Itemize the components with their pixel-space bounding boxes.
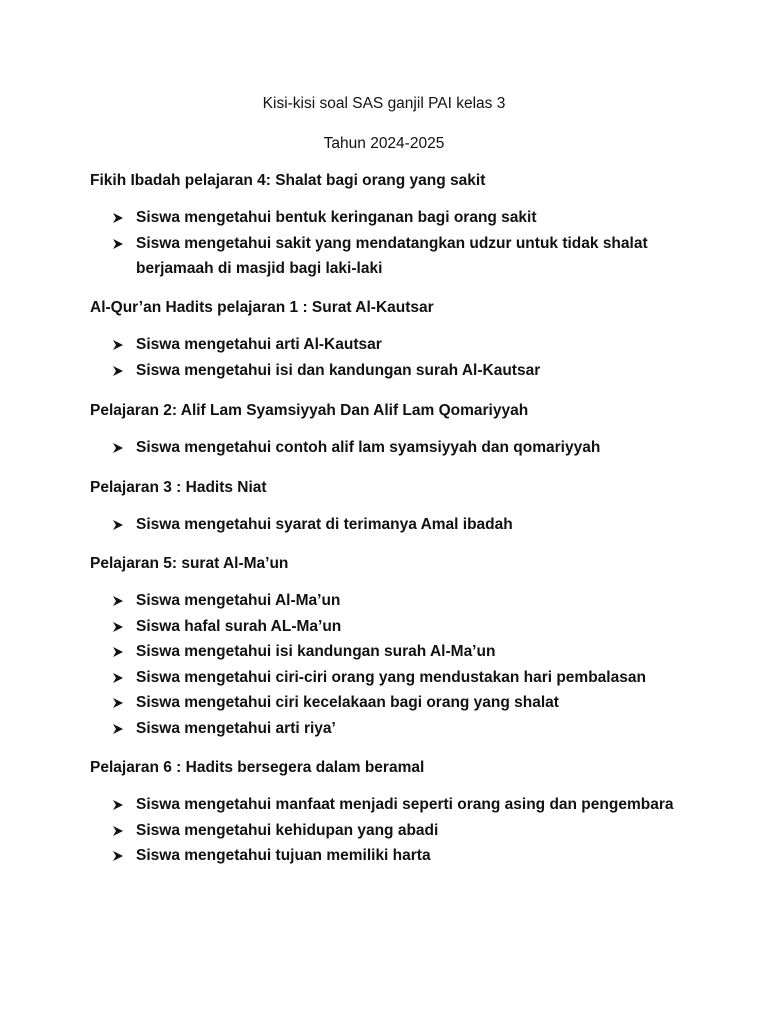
- arrowhead-bullet-icon: [112, 212, 124, 224]
- list-item-text: Siswa mengetahui sakit yang mendatangkan udzur untuk tidak shalat berjamaah di masjid bagi laki-laki: [136, 234, 648, 277]
- list-item: [112, 435, 712, 461]
- arrowhead-bullet-icon: [112, 850, 124, 862]
- bullet-list: [112, 512, 712, 538]
- list-item: [112, 332, 712, 358]
- document-title: Kisi-kisi soal SAS ganjil PAI kelas 3: [262, 95, 506, 112]
- list-item-text: Siswa mengetahui manfaat menjadi seperti orang asing dan pengembara: [136, 796, 674, 813]
- list-item-text: Siswa mengetahui ciri-ciri orang yang mendustakan hari pembalasan: [136, 668, 646, 686]
- section-heading: Pelajaran 2: Alif Lam Syamsiyyah Dan Alif Lam Qomariyyah: [90, 402, 529, 419]
- list-item: [112, 716, 712, 742]
- arrowhead-bullet-icon: [112, 646, 124, 658]
- section-fikih-ibadah: [90, 171, 730, 277]
- section-pelajaran-6: [90, 758, 730, 864]
- list-item: [112, 231, 712, 282]
- arrowhead-bullet-icon: [112, 723, 124, 735]
- list-item: [112, 512, 712, 538]
- document-subtitle: Tahun 2024-2025: [323, 135, 445, 152]
- list-item-text: Siswa mengetahui kehidupan yang abadi: [136, 821, 439, 839]
- bullet-list: [112, 435, 712, 461]
- arrowhead-bullet-icon: [112, 365, 124, 377]
- arrowhead-bullet-icon: [112, 519, 124, 531]
- section-heading: Pelajaran 5: surat Al-Ma’un: [90, 555, 289, 572]
- list-item: [112, 818, 712, 844]
- section-al-quran-hadits: [90, 298, 730, 379]
- arrowhead-bullet-icon: [112, 697, 124, 709]
- arrowhead-bullet-icon: [112, 799, 124, 811]
- list-item-text: Siswa mengetahui contoh alif lam syamsiyyah dan qomariyyah: [136, 439, 601, 456]
- list-item: [112, 614, 712, 640]
- bullet-list: [112, 205, 712, 282]
- arrowhead-bullet-icon: [112, 238, 124, 250]
- list-item-text: Siswa mengetahui arti Al-Kautsar: [136, 336, 382, 353]
- list-item: [112, 843, 712, 869]
- section-heading: Pelajaran 3 : Hadits Niat: [90, 479, 267, 496]
- section-heading: Pelajaran 6 : Hadits bersegera dalam beramal: [90, 759, 425, 776]
- list-item: [112, 792, 712, 818]
- list-item-text: Siswa mengetahui Al-Ma’un: [136, 592, 341, 609]
- section-pelajaran-5: [90, 554, 730, 737]
- list-item: [112, 690, 712, 716]
- list-item: [112, 205, 712, 231]
- bullet-list: [112, 792, 712, 869]
- list-item-text: Siswa mengetahui ciri kecelakaan bagi orang yang shalat: [136, 694, 559, 711]
- section-pelajaran-3: [90, 478, 730, 533]
- list-item: [112, 639, 712, 665]
- section-pelajaran-2: [90, 401, 730, 456]
- list-item-text: Siswa mengetahui isi dan kandungan surah Al-Kautsar: [136, 361, 541, 379]
- list-item: [112, 358, 712, 384]
- bullet-list: [112, 332, 712, 383]
- arrowhead-bullet-icon: [112, 595, 124, 607]
- list-item-text: Siswa mengetahui tujuan memiliki harta: [136, 847, 431, 864]
- list-item: [112, 588, 712, 614]
- list-item-text: Siswa hafal surah AL-Ma’un: [136, 617, 342, 635]
- bullet-list: [112, 588, 712, 741]
- arrowhead-bullet-icon: [112, 825, 124, 837]
- list-item-text: Siswa mengetahui syarat di terimanya Amal ibadah: [136, 516, 513, 533]
- section-heading: Fikih Ibadah pelajaran 4: Shalat bagi orang yang sakit: [90, 172, 486, 189]
- list-item-text: Siswa mengetahui bentuk keringanan bagi orang sakit: [136, 209, 537, 226]
- list-item: [112, 665, 712, 691]
- arrowhead-bullet-icon: [112, 672, 124, 684]
- arrowhead-bullet-icon: [112, 339, 124, 351]
- arrowhead-bullet-icon: [112, 621, 124, 633]
- section-heading: Al-Qur’an Hadits pelajaran 1 : Surat Al-Kautsar: [90, 299, 434, 316]
- list-item-text: Siswa mengetahui arti riya’: [136, 719, 336, 737]
- list-item-text: Siswa mengetahui isi kandungan surah Al-Ma’un: [136, 643, 496, 660]
- arrowhead-bullet-icon: [112, 442, 124, 454]
